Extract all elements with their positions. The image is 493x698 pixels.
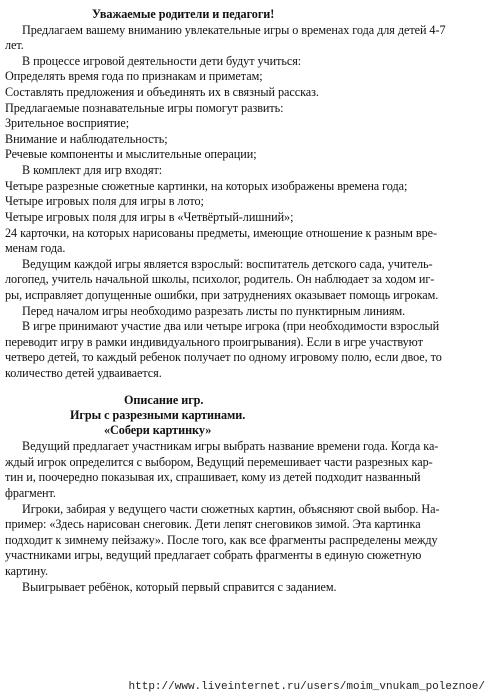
text-line: участниками игры, ведущий предлагает собрать фрагменты в единую сюжетную: [5, 548, 422, 562]
text-line: пример: «Здесь нарисован снеговик. Дети лепят снеговиков зимой. Эта картинка: [5, 517, 421, 531]
text-line: фрагмент.: [5, 486, 56, 500]
text-line: менам года.: [5, 241, 66, 255]
text-line: Предлагаемые познавательные игры помогут развить:: [5, 101, 284, 115]
text-line: количество детей удваивается.: [5, 366, 162, 380]
text-line: Ведущим каждой игры является взрослый: воспитатель детского сада, учитель-: [22, 257, 433, 271]
text-line: Речевые компоненты и мыслительные операции;: [5, 147, 257, 161]
text-line: Ведущий предлагает участникам игры выбрать название времени года. Когда ка-: [22, 439, 439, 453]
text-line: Зрительное восприятие;: [5, 116, 130, 130]
text-line: Перед началом игры необходимо разрезать листы по пунктирным линиям.: [22, 304, 406, 318]
text-line: логопед, учитель начальной школы, психолог, родитель. Он наблюдает за ходом иг-: [5, 272, 435, 286]
text-line: Определять время года по признакам и приметам;: [5, 69, 263, 83]
game-title: «Собери картинку»: [104, 423, 212, 437]
text-line: В комплект для игр входят:: [22, 163, 163, 177]
text-line: лет.: [5, 38, 24, 52]
text-line: картину.: [5, 564, 48, 578]
text-line: Игроки, забирая у ведущего части сюжетных картин, объясняют свой выбор. На-: [22, 502, 440, 516]
text-line: 24 карточки, на которых нарисованы предметы, имеющие отношение к разным вре-: [5, 226, 437, 240]
text-line: Предлагаем вашему вниманию увлекательные игры о временах года для детей 4-7: [22, 23, 446, 37]
text-line: Выигрывает ребёнок, который первый справится с заданием.: [22, 580, 337, 594]
section-subheading: Игры с разрезными картинами.: [70, 408, 246, 422]
footer-url: http://www.liveinternet.ru/users/moim_vnukam_poleznoe/: [128, 681, 485, 693]
text-line: Внимание и наблюдательность;: [5, 132, 168, 146]
text-line: тин и, поочередно показывая их, спрашивает, кому из детей подходит названный: [5, 470, 421, 484]
text-line: В процессе игровой деятельности дети будут учиться:: [22, 54, 302, 68]
text-line: Четыре игровых поля для игры в «Четвёртый-лишний»;: [5, 210, 294, 224]
text-line: В игре принимают участие два или четыре игрока (при необходимости взрослый: [22, 319, 440, 333]
text-line: подходит к зимнему пейзажу». После того, как все фрагменты распределены между: [5, 533, 438, 547]
text-line: ждый игрок определится с выбором, Ведущий перемешивает части разрезных кар-: [5, 455, 433, 469]
text-line: Четыре игровых поля для игры в лото;: [5, 194, 204, 208]
section-heading: Описание игр.: [124, 393, 204, 407]
text-line: Составлять предложения и объединять их в связный рассказ.: [5, 85, 319, 99]
text-line: четверо детей, то каждый ребенок получает по одному игровому полю, если двое, то: [5, 350, 442, 364]
text-line: ры, исправляет допущенные ошибки, при затруднениях оказывает помощь игрокам.: [5, 288, 439, 302]
intro-heading: Уважаемые родители и педагоги!: [92, 7, 275, 21]
text-line: переводит игру в рамки индивидуального проигрывания). Если в игре участвуют: [5, 335, 423, 349]
text-line: Четыре разрезные сюжетные картинки, на которых изображены времена года;: [5, 179, 408, 193]
